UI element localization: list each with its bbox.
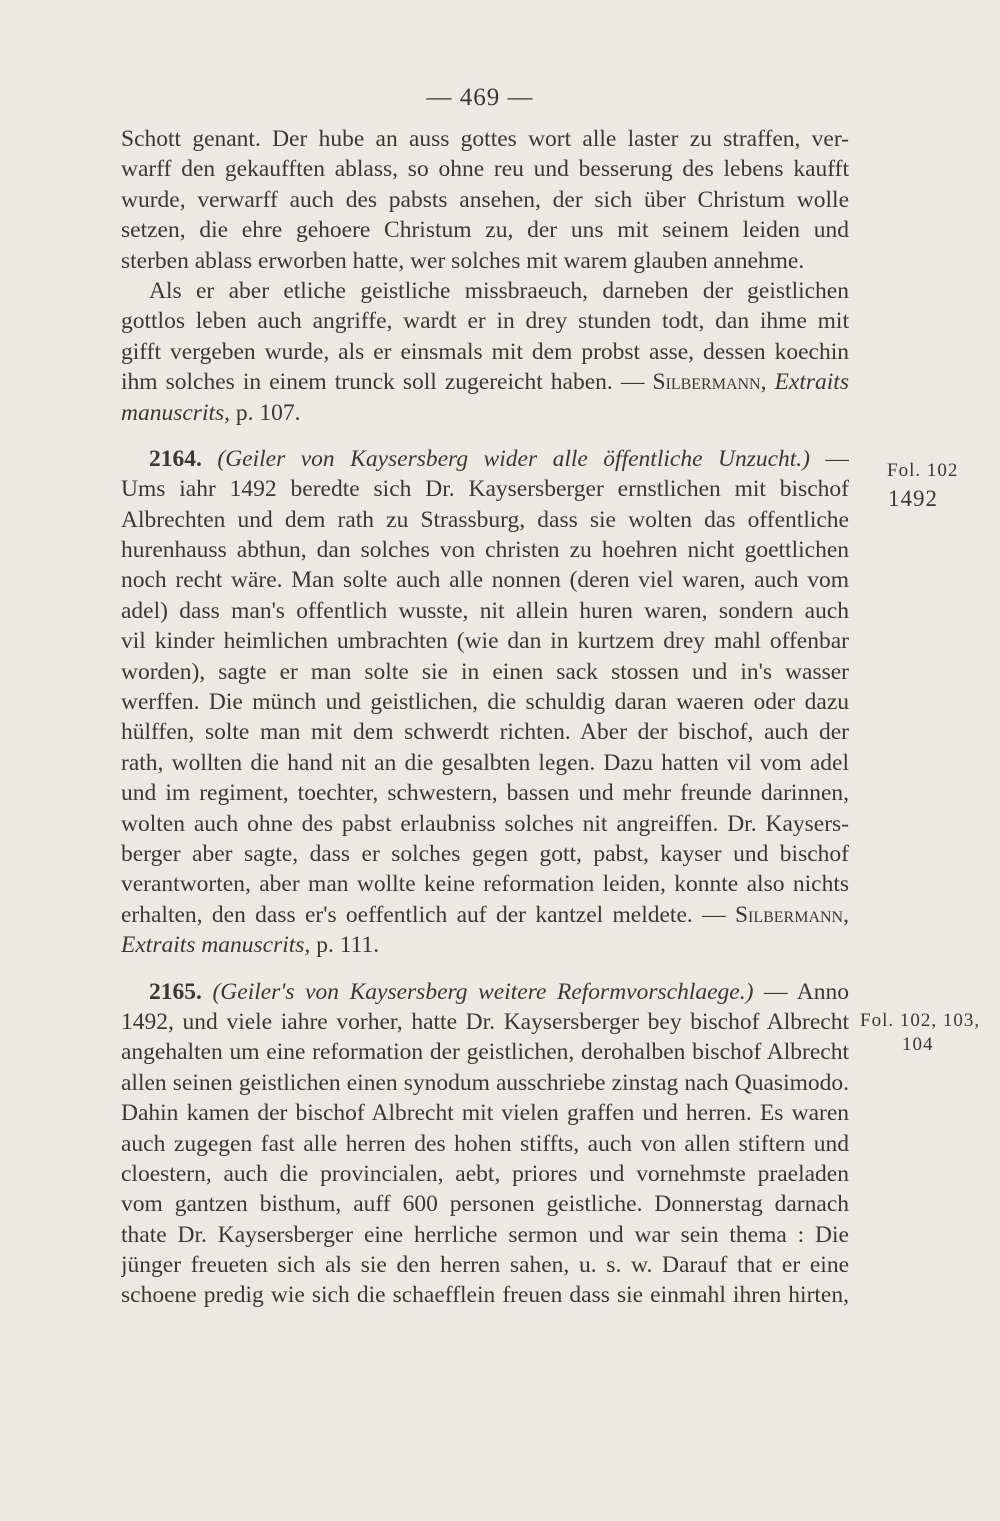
text-line: warff den gekaufften ablass, so ohne reu und besserung des lebens kaufft [121,156,849,183]
text-line: hülffen, solte man mit dem schwerdt richten. Aber der bischof, auch der [121,719,849,746]
text-line: vil kinder heimlichen umbrachten (wie dan in kurtzem drey mahl offenbar [121,628,849,655]
margin-note-fol-2165-cont: 104 [902,1034,934,1055]
text-line: werffen. Die münch und geistlichen, die schuldig daran waeren oder dazu [121,689,849,716]
text-line: Albrechten und dem rath zu Strassburg, dass sie wolten das offentliche [121,506,849,533]
author-citation: Silbermann, [734,901,849,928]
text-line: 1492, und viele iahre vorher, hatte Dr. Kaysersberger bey bischof Albrecht [121,1008,849,1035]
text-line [121,900,849,930]
text-line: thate Dr. Kaysersberger eine herrliche sermon und war sein thema : Die [121,1221,849,1248]
page-ref: p. 107. [230,399,301,426]
text-line: wurde, verwarff auch des pabsts ansehen, der sich über Christum wolle [121,186,849,213]
work-title: Extraits [766,369,849,396]
margin-note-year-2164: 1492 [888,486,938,511]
text-fragment: ihm solches in einem trunck soll zugereicht haben. — [121,369,653,396]
author-citation: Silbermann, [652,369,767,396]
margin-note-fol-2165: Fol. 102, 103, [860,1010,981,1031]
text-line: gifft vergeben wurde, als er einsmals mit dem probst asse, dessen koechin [121,338,849,365]
text-line: noch recht wäre. Man solte auch alle nonnen (deren viel waren, auch vom [121,567,849,594]
text-line: verantworten, aber man wollte keine reformation leiden, konnte also nichts [121,871,849,898]
entry-2165-heading [121,977,849,1007]
text-line: adel) dass man's offentlich wusste, nit allein huren waren, sondern auch [121,597,849,624]
text-line: berger aber sagte, dass er solches gegen gott, pabst, kayser und bischof [121,840,849,867]
text-fragment: — Anno [753,978,849,1005]
text-line: allen seinen geistlichen einen synodum ausschriebe zinstag nach Quasimodo. [121,1069,849,1096]
text-line: Ums iahr 1492 beredte sich Dr. Kaysersberger ernstlichen mit bischof [121,476,849,503]
text-line: Als er aber etliche geistliche missbraeuch, darneben der geistlichen [149,277,849,304]
text-line: vom gantzen bisthum, auff 600 personen geistliche. Donnerstag darnach [121,1191,849,1218]
text-line: cloestern, auch die provincialen, aebt, priores und vornehmste praeladen [121,1160,849,1187]
text-line [121,367,849,397]
text-line: jünger freueten sich als sie den herren sahen, u. s. w. Darauf that er eine [121,1252,849,1279]
margin-note-fol-2164: Fol. 102 [887,460,959,481]
text-line: schoene predig wie sich die schaefflein freuen dass sie einmahl ihren hirten, [121,1282,849,1309]
main-text [121,124,849,1311]
entry-title: (Geiler's von Kaysersberg weitere Reformvorschlaege.) [212,978,754,1005]
text-line: setzen, die ehre gehoere Christum zu, der uns mit seinem leiden und [121,217,849,244]
text-line: und im regiment, toechter, schwestern, bassen und mehr freunde darinnen, [121,780,849,807]
page-number: — 469 — [426,84,534,111]
entry-number: 2164. [149,445,202,472]
text-line [121,398,849,428]
text-line: auch zugegen fast alle herren des hohen stiffts, auch von allen stiftern und [121,1130,849,1157]
text-line: sterben ablass erworben hatte, wer solches mit warem glauben annehme. [121,247,805,274]
work-title: manuscrits, [121,399,231,426]
text-line: hurenhauss abthun, dan solches von christen zu hoehren nicht goettlichen [121,537,849,564]
text-line: Schott genant. Der hube an auss gottes wort alle laster zu straffen, ver- [121,126,849,152]
text-line: angehalten um eine reformation der geistlichen, derohalben bischof Albrecht [121,1039,849,1066]
text-line: worden), sagte er man solte sie in einen sack stossen und in's wasser [121,658,849,685]
dash: — [810,445,849,472]
work-title: Extraits manuscrits, [121,932,311,959]
text-line: wolten auch ohne des pabst erlaubniss solches nit angreiffen. Dr. Kaysers- [121,810,849,837]
page-ref: p. 111. [310,932,380,959]
text-line: rath, wollten die hand nit an die gesalbten legen. Dazu hatten vil vom adel [121,749,849,776]
text-line [121,930,849,960]
entry-2164-heading [121,444,849,474]
entry-number: 2165. [149,978,202,1005]
text-line: Dahin kamen der bischof Albrecht mit vielen graffen und herren. Es waren [121,1100,849,1127]
entry-title: (Geiler von Kaysersberg wider alle öffentliche Unzucht.) [217,445,811,472]
text-fragment: erhalten, den dass er's oeffentlich auf der kantzel meldete. — [121,901,735,928]
text-line: gottlos leben auch angriffe, wardt er in drey stunden todt, dan ihme mit [121,308,849,335]
